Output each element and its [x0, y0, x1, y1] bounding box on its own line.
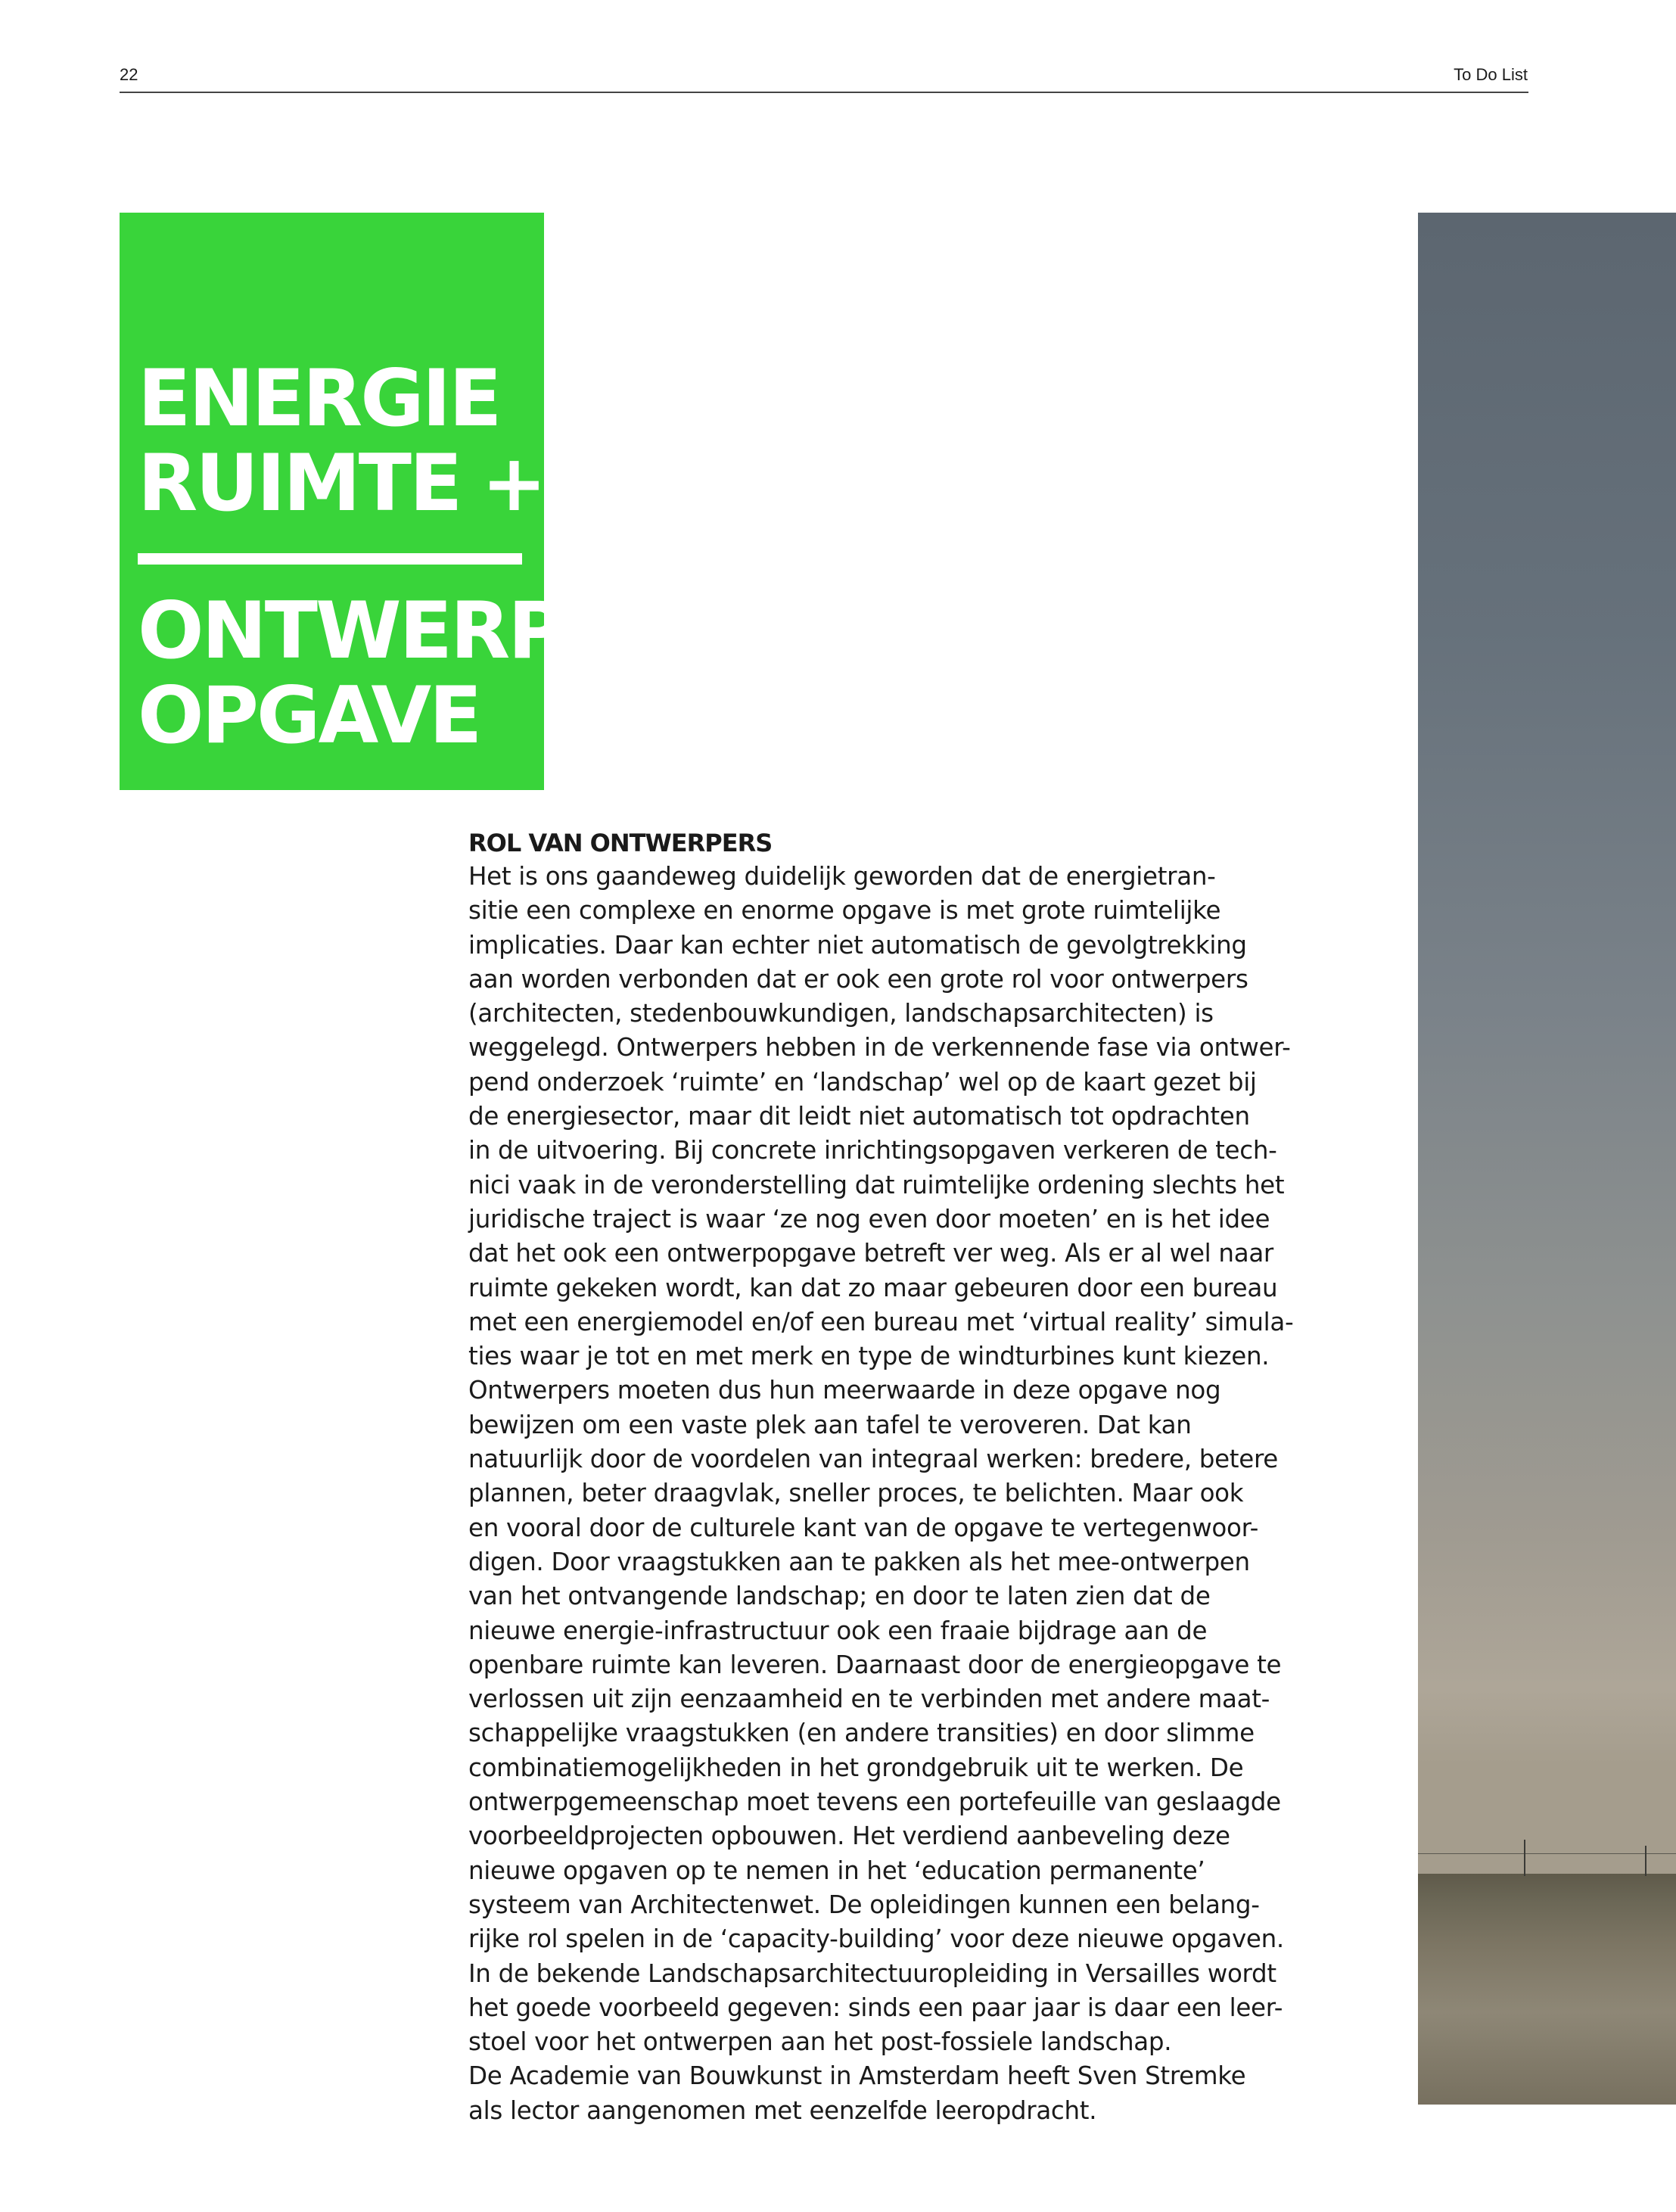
- article-line: dat het ook een ontwerpopgave betreft ver weg. Als er al wel naar: [468, 1239, 1273, 1268]
- article-line: in de uitvoering. Bij concrete inrichtingsopgaven verkeren de tech-: [468, 1136, 1277, 1165]
- article-line: ontwerpgemeenschap moet tevens een portefeuille van geslaagde: [468, 1787, 1281, 1817]
- title-line-energie: ENERGIE: [138, 353, 500, 444]
- article-line: ruimte gekeken wordt, kan dat zo maar gebeuren door een bureau: [468, 1273, 1278, 1302]
- article-line: digen. Door vraagstukken aan te pakken als het mee-ontwerpen: [468, 1547, 1250, 1576]
- article-line: met een energiemodel en/of een bureau met ‘virtual reality’ simula-: [468, 1307, 1294, 1336]
- article-line: voorbeeldprojecten opbouwen. Het verdiend aanbeveling deze: [468, 1822, 1230, 1851]
- article-line: sitie een complexe en enorme opgave is met grote ruimtelijke: [468, 896, 1221, 926]
- running-title: To Do List: [1454, 65, 1528, 84]
- article-line: ties waar je tot en met merk en type de windturbines kunt kiezen.: [468, 1342, 1270, 1371]
- article-line: bewijzen om een vaste plek aan tafel te veroveren. Dat kan: [468, 1410, 1192, 1439]
- article-line: nieuwe energie-infrastructuur ook een fraaie bijdrage aan de: [468, 1616, 1208, 1645]
- photo-field: [1418, 1874, 1676, 2105]
- title-line-ruimte: [138, 438, 545, 529]
- photo-pole: [1645, 1846, 1646, 1876]
- article-line: aan worden verbonden dat er ook een grote rol voor ontwerpers: [468, 964, 1248, 994]
- article-line: nieuwe opgaven op te nemen in het ‘education permanente’: [468, 1856, 1205, 1885]
- article-line: nici vaak in de veronderstelling dat ruimtelijke ordening slechts het: [468, 1170, 1285, 1199]
- article-line: en vooral door de culturele kant van de opgave te vertegenwoor-: [468, 1513, 1259, 1542]
- article-line: van het ontvangende landschap; en door te laten zien dat de: [468, 1582, 1211, 1611]
- article-line: het goede voorbeeld gegeven: sinds een paar jaar is daar een leer-: [468, 1993, 1283, 2022]
- photo-pole: [1524, 1840, 1525, 1876]
- article-line: als lector aangenomen met eenzelfde leeropdracht.: [468, 2095, 1097, 2125]
- article-line: combinatiemogelijkheden in het grondgebruik uit te werken. De: [468, 1753, 1244, 1782]
- article-line: implicaties. Daar kan echter niet automatisch de gevolgtrekking: [468, 930, 1247, 960]
- article-heading: ROL VAN ONTWERPERS: [468, 829, 773, 857]
- title-line-ontwerp: ONTWERP: [138, 586, 563, 677]
- plus-sign: +: [481, 438, 545, 529]
- title-line-opgave: OPGAVE: [138, 670, 480, 761]
- header-rule: [120, 92, 1528, 93]
- article-line: De Academie van Bouwkunst in Amsterdam heeft Sven Stremke: [468, 2061, 1246, 2091]
- article: [468, 826, 1335, 2128]
- article-line: verlossen uit zijn eenzaamheid en te verbinden met andere maat-: [468, 1685, 1270, 1714]
- article-line: In de bekende Landschapsarchitectuuropleiding in Versailles wordt: [468, 1958, 1276, 1988]
- article-line: systeem van Architectenwet. De opleidingen kunnen een belang-: [468, 1890, 1260, 1919]
- title-box: [120, 213, 563, 790]
- photo-power-line: [1418, 1853, 1676, 1854]
- article-line: (architecten, stedenbouwkundigen, landschapsarchitecten) is: [468, 999, 1214, 1028]
- article-line: juridische traject is waar ‘ze nog even door moeten’ en is het idee: [468, 1204, 1270, 1234]
- article-line: stoel voor het ontwerpen aan het post-fossiele landschap.: [468, 2027, 1172, 2057]
- article-body: [468, 860, 1335, 2128]
- article-line: plannen, beter draagvlak, sneller proces, te belichten. Maar ook: [468, 1479, 1244, 1508]
- article-line: weggelegd. Ontwerpers hebben in de verkennende fase via ontwer-: [468, 1033, 1291, 1062]
- landscape-photo: [1418, 213, 1676, 2105]
- title-divider: [138, 553, 522, 565]
- article-line: rijke rol spelen in de ‘capacity-building’ voor deze nieuwe opgaven.: [468, 1924, 1284, 1954]
- article-line: schappelijke vraagstukken (en andere transities) en door slimme: [468, 1719, 1255, 1748]
- article-line: de energiesector, maar dit leidt niet automatisch tot opdrachten: [468, 1102, 1250, 1131]
- title-word-ruimte: RUIMTE: [138, 438, 461, 529]
- page-number: 22: [120, 65, 138, 84]
- article-line: Het is ons gaandeweg duidelijk geworden dat de energietran-: [468, 862, 1216, 891]
- article-line: openbare ruimte kan leveren. Daarnaast door de energieopgave te: [468, 1650, 1282, 1679]
- article-line: pend onderzoek ‘ruimte’ en ‘landschap’ wel op de kaart gezet bij: [468, 1067, 1257, 1097]
- article-line: natuurlijk door de voordelen van integraal werken: bredere, betere: [468, 1445, 1278, 1474]
- article-line: Ontwerpers moeten dus hun meerwaarde in deze opgave nog: [468, 1376, 1221, 1405]
